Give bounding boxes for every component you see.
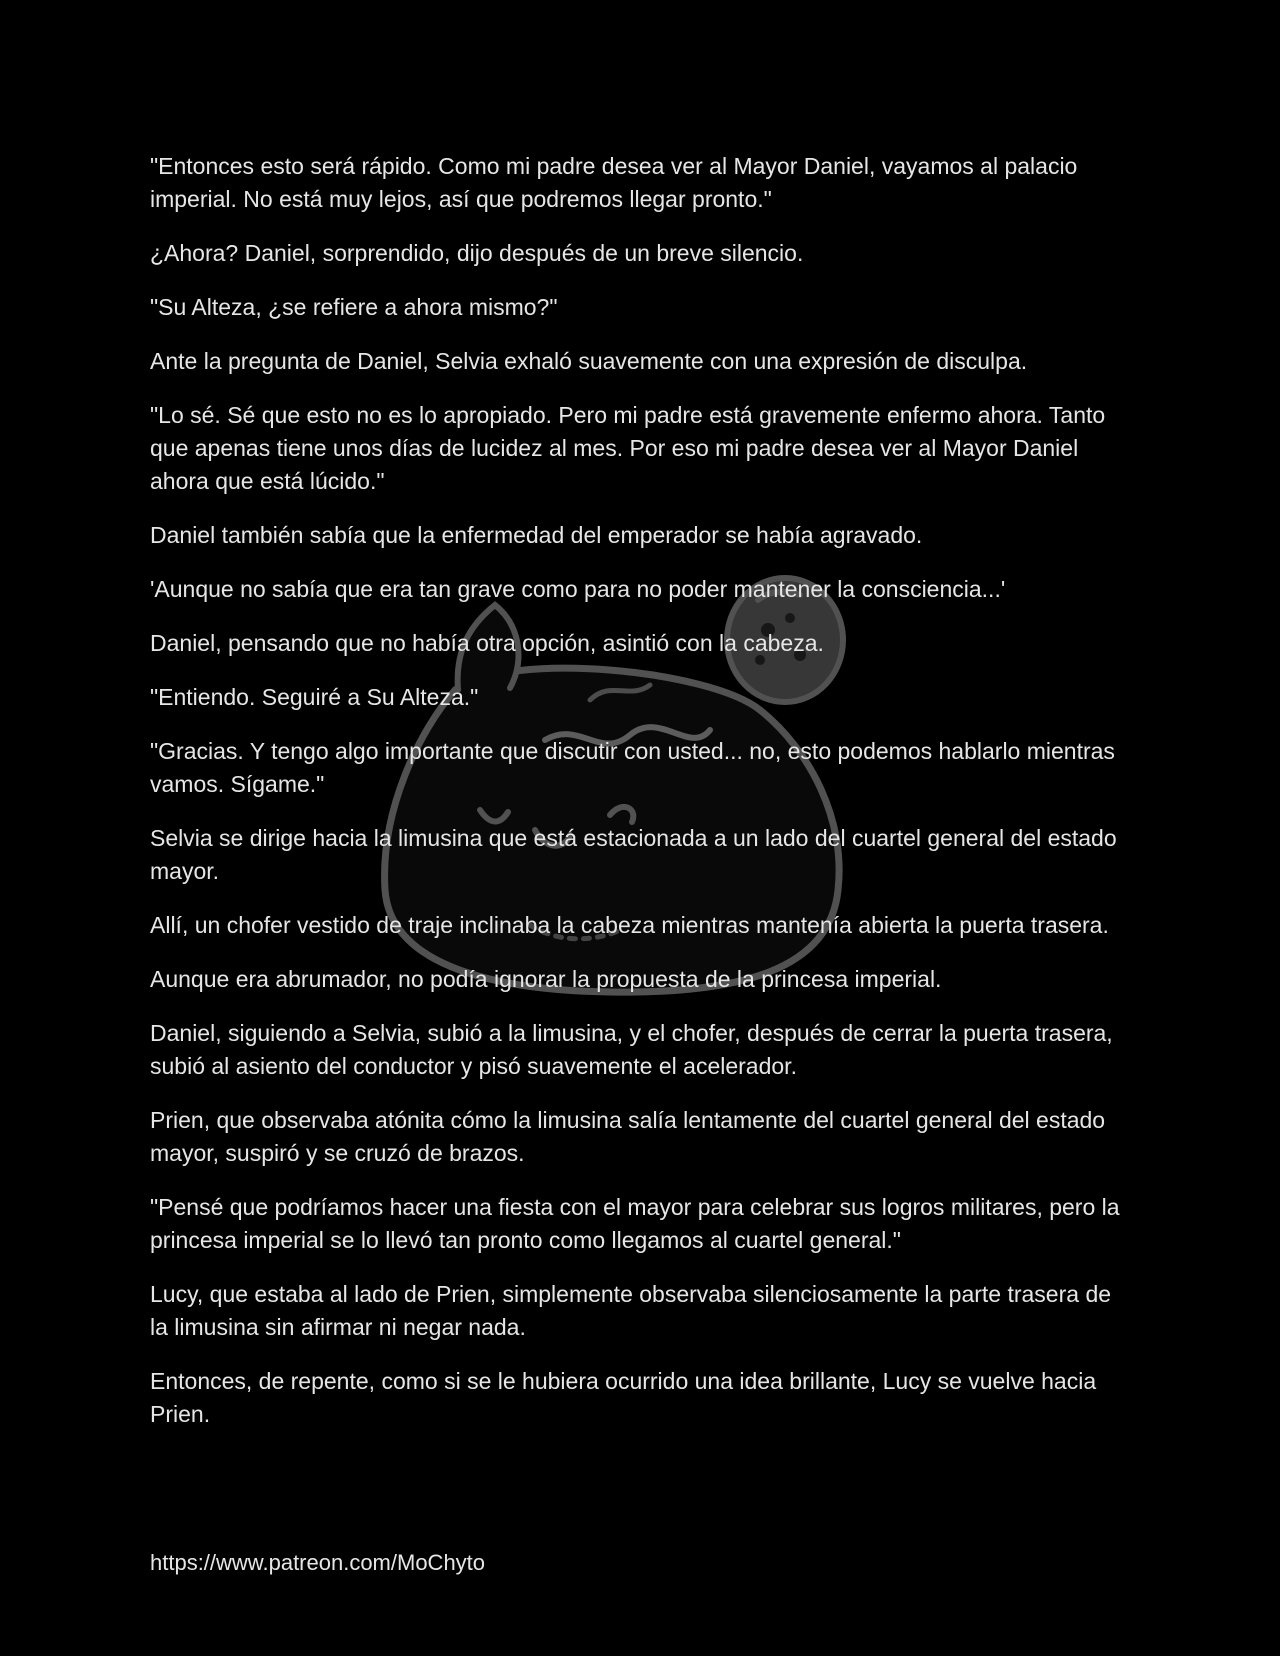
paragraph: "Entiendo. Seguiré a Su Alteza." [150,684,479,710]
paragraph: "Lo sé. Sé que esto no es lo apropiado. Pero mi padre está gravemente enfermo ahora. Tanto que apenas tiene unos días de lucidez al mes. Por eso mi padre desea ver al Mayor Daniel ahora que está lúcido." [150,402,1106,494]
paragraph: "Pensé que podríamos hacer una fiesta con el mayor para celebrar sus logros militares, pero la princesa imperial se lo llevó tan pronto como llegamos al cuartel general." [150,1194,1120,1253]
paragraph: "Gracias. Y tengo algo importante que discutir con usted... no, esto podemos hablarlo mientras vamos. Sígame." [150,738,1115,797]
paragraph: Prien, que observaba atónita cómo la limusina salía lentamente del cuartel general del estado mayor, suspiró y se cruzó de brazos. [150,1107,1106,1166]
paragraph: Aunque era abrumador, no podía ignorar la propuesta de la princesa imperial. [150,966,942,992]
patreon-link[interactable]: https://www.patreon.com/MoChyto [150,1550,486,1575]
paragraph: Daniel, pensando que no había otra opción, asintió con la cabeza. [150,630,824,656]
document-body [150,150,1130,1452]
paragraph: Entonces, de repente, como si se le hubiera ocurrido una idea brillante, Lucy se vuelve hacia Prien. [150,1368,1097,1427]
paragraph: Ante la pregunta de Daniel, Selvia exhaló suavemente con una expresión de disculpa. [150,348,1028,374]
paragraph: Allí, un chofer vestido de traje inclinaba la cabeza mientras mantenía abierta la puerta trasera. [150,912,1109,938]
paragraph: "Su Alteza, ¿se refiere a ahora mismo?" [150,294,558,320]
paragraph: Lucy, que estaba al lado de Prien, simplemente observaba silenciosamente la parte trasera de la limusina sin afirmar ni negar nada. [150,1281,1112,1340]
paragraph: Daniel, siguiendo a Selvia, subió a la limusina, y el chofer, después de cerrar la puerta trasera, subió al asiento del conductor y pisó suavemente el acelerador. [150,1020,1113,1079]
paragraph: 'Aunque no sabía que era tan grave como para no poder mantener la consciencia...' [150,576,1006,602]
paragraph: Daniel también sabía que la enfermedad del emperador se había agravado. [150,522,923,548]
paragraph: ¿Ahora? Daniel, sorprendido, dijo después de un breve silencio. [150,240,804,266]
paragraph: Selvia se dirige hacia la limusina que está estacionada a un lado del cuartel general del estado mayor. [150,825,1117,884]
paragraph: "Entonces esto será rápido. Como mi padre desea ver al Mayor Daniel, vayamos al palacio imperial. No está muy lejos, así que podremos llegar pronto." [150,153,1078,212]
